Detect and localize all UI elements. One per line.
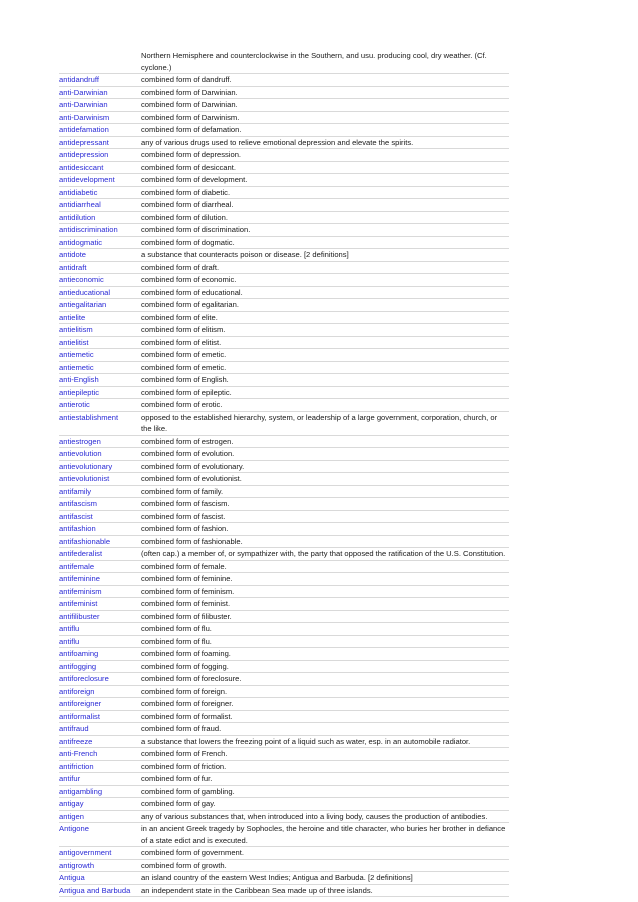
entry-definition: combined form of gay.	[141, 799, 216, 808]
entry-row	[59, 461, 509, 474]
entry-term-link[interactable]: antidefamation	[59, 125, 109, 134]
entry-term-link[interactable]: antievolutionary	[59, 461, 113, 471]
entry-row	[59, 137, 509, 150]
entry-row	[59, 761, 509, 774]
entry-row	[59, 162, 509, 175]
entry-row	[59, 811, 509, 824]
entry-row	[59, 611, 509, 624]
entry-term-link[interactable]: antiestablishment	[59, 412, 119, 422]
entry-definition: combined form of Darwinian.	[141, 87, 238, 97]
entry-term-link[interactable]: antifascist	[59, 511, 93, 521]
entry-definition: combined form of foreign.	[141, 686, 228, 696]
entry-definition: an island country of the eastern West Indies; Antigua and Barbuda. [2 definitions]	[141, 873, 413, 882]
entry-row	[59, 573, 509, 586]
entry-row	[59, 299, 509, 312]
entry-definition: combined form of female.	[141, 561, 227, 571]
entry-row	[59, 586, 509, 599]
entry-term-link[interactable]: Antigua and Barbuda	[59, 885, 131, 895]
entry-term-link[interactable]: antifogging	[59, 661, 97, 671]
entry-row	[59, 174, 509, 187]
entry-definition: combined form of filibuster.	[141, 611, 232, 621]
entry-definition: combined form of Darwinian.	[141, 100, 238, 109]
entry-definition: combined form of elite.	[141, 312, 218, 322]
entry-definition: combined form of egalitarian.	[141, 300, 239, 309]
entry-term-link[interactable]: antiepileptic	[59, 387, 100, 397]
entry-definition: combined form of government.	[141, 848, 244, 857]
entry-row	[59, 623, 509, 636]
entry-definition: combined form of Darwinism.	[141, 112, 240, 122]
entry-term-link[interactable]: antiforeign	[59, 686, 95, 696]
entry-term-link[interactable]: anti-Darwinian	[59, 87, 108, 97]
entry-row	[59, 112, 509, 125]
entry-row	[59, 511, 509, 524]
entry-term-link[interactable]: antigay	[59, 799, 84, 808]
entry-definition: combined form of feminism.	[141, 586, 235, 596]
entry-term-link[interactable]: anti-English	[59, 375, 99, 384]
entry-row	[59, 736, 509, 749]
entry-term-link[interactable]: antidilution	[59, 212, 96, 222]
entry-row	[59, 523, 509, 536]
entry-term-link[interactable]: antifur	[59, 774, 81, 783]
entry-term-link[interactable]: antieconomic	[59, 275, 104, 284]
entry-row	[59, 249, 509, 262]
entry-definition: combined form of evolutionist.	[141, 474, 242, 483]
entry-row	[59, 187, 509, 200]
entry-row	[59, 486, 509, 499]
entry-row	[59, 374, 509, 387]
entry-definition: combined form of development.	[141, 175, 248, 184]
entry-row	[59, 312, 509, 325]
entry-definition: combined form of epileptic.	[141, 387, 232, 397]
entry-term-link[interactable]: antigrowth	[59, 860, 95, 870]
entry-term-link[interactable]: antielitist	[59, 337, 89, 347]
entry-term-link[interactable]: antiestrogen	[59, 436, 101, 446]
entry-term-link[interactable]: antifamily	[59, 486, 92, 496]
entry-definition: combined form of desiccant.	[141, 162, 236, 172]
entry-definition: any of various drugs used to relieve emotional depression and elevate the spirits.	[141, 137, 414, 147]
entry-row	[59, 399, 509, 412]
entry-definition: combined form of emetic.	[141, 350, 227, 359]
entry-row	[59, 748, 509, 761]
entry-definition: combined form of erotic.	[141, 400, 223, 409]
entry-definition: any of various substances that, when introduced into a living body, causes the production of antibodies.	[141, 811, 488, 821]
entry-definition: a substance that counteracts poison or disease. [2 definitions]	[141, 250, 349, 259]
entry-definition: combined form of dogmatic.	[141, 237, 235, 247]
entry-definition: combined form of fogging.	[141, 661, 229, 671]
entry-definition: combined form of formalist.	[141, 711, 233, 721]
entry-term-link[interactable]: antifashion	[59, 524, 96, 533]
entry-row	[59, 711, 509, 724]
entry-row	[59, 387, 509, 400]
entry-definition: combined form of growth.	[141, 860, 227, 870]
entry-term-link[interactable]: antidogmatic	[59, 237, 103, 247]
entry-row	[59, 237, 509, 250]
entry-definition: combined form of fascist.	[141, 511, 226, 521]
entry-definition: combined form of diarrheal.	[141, 200, 234, 209]
entry-definition: combined form of fashion.	[141, 524, 229, 533]
entry-term-link[interactable]: antifilibuster	[59, 611, 100, 621]
entry-definition: combined form of discrimination.	[141, 225, 251, 234]
entry-term-link[interactable]: antifriction	[59, 761, 94, 771]
entry-definition: combined form of dandruff.	[141, 75, 232, 84]
entry-row	[59, 262, 509, 275]
entry-term-link[interactable]: antiflu	[59, 636, 80, 646]
entry-term-link[interactable]: Antigua	[59, 873, 85, 882]
entry-definition: combined form of evolutionary.	[141, 461, 245, 471]
entry-term-link[interactable]: antigovernment	[59, 848, 112, 857]
entry-term-link[interactable]: antidepressant	[59, 137, 109, 147]
entry-definition: Northern Hemisphere and counterclockwise in the Southern, and usu. producing cool, dry weather. (Cf. cyclone.)	[141, 51, 487, 72]
entry-term-link[interactable]: antidevelopment	[59, 175, 115, 184]
entry-definition: combined form of feminist.	[141, 599, 231, 608]
entry-definition: combined form of evolution.	[141, 449, 235, 458]
entry-definition: combined form of friction.	[141, 761, 227, 771]
entry-definition: combined form of foreclosure.	[141, 674, 242, 683]
entry-row	[59, 860, 509, 873]
entry-term-link[interactable]: Antigone	[59, 824, 89, 833]
entry-definition: combined form of economic.	[141, 275, 237, 284]
entry-row	[59, 536, 509, 549]
entry-term-link[interactable]: antiemetic	[59, 362, 94, 372]
entry-definition: combined form of educational.	[141, 287, 243, 297]
entry-term-link[interactable]: antieducational	[59, 287, 111, 297]
entry-definition: combined form of feminine.	[141, 574, 233, 583]
entry-row	[59, 362, 509, 375]
entry-definition: combined form of fur.	[141, 774, 213, 783]
entry-term-link[interactable]: anti-Darwinism	[59, 112, 110, 122]
entry-row	[59, 786, 509, 799]
entry-definition: combined form of flu.	[141, 624, 212, 633]
entry-definition: a substance that lowers the freezing point of a liquid such as water, esp. in an automobile radiator.	[141, 736, 471, 746]
entry-row	[59, 661, 509, 674]
entry-term-link[interactable]: antigen	[59, 811, 84, 821]
entry-term-link[interactable]: antifeminism	[59, 586, 102, 596]
entry-row	[59, 199, 509, 212]
entry-row	[59, 648, 509, 661]
entry-definition: combined form of fascism.	[141, 499, 230, 508]
entry-term-link[interactable]: antifashionable	[59, 536, 111, 546]
entry-row	[59, 337, 509, 350]
entry-row	[59, 324, 509, 337]
entry-row	[59, 636, 509, 649]
entry-definition: an independent state in the Caribbean Sea made up of three islands.	[141, 885, 373, 895]
entry-definition: combined form of gambling.	[141, 786, 235, 796]
entry-term-link[interactable]: antidesiccant	[59, 162, 104, 172]
entry-row	[59, 99, 509, 112]
entry-term-link[interactable]: antiemetic	[59, 350, 94, 359]
entry-row	[59, 548, 509, 561]
entry-term-link[interactable]: antidiscrimination	[59, 225, 118, 234]
entry-term-link[interactable]: antifreeze	[59, 736, 93, 746]
entry-definition: combined form of elitism.	[141, 325, 226, 334]
entry-term-link[interactable]: antidraft	[59, 262, 87, 272]
entry-definition: combined form of defamation.	[141, 125, 242, 134]
entry-term-link[interactable]: antievolution	[59, 449, 102, 458]
entry-row	[59, 686, 509, 699]
entry-row	[59, 885, 509, 898]
entry-definition: combined form of foaming.	[141, 649, 231, 658]
entry-row	[59, 349, 509, 362]
entry-row	[59, 473, 509, 486]
entry-term-link[interactable]: antiflu	[59, 624, 80, 633]
entry-term-link[interactable]: antielite	[59, 312, 86, 322]
entry-definition: combined form of diabetic.	[141, 187, 231, 197]
entry-row	[59, 847, 509, 860]
entry-term-link[interactable]: antiforeigner	[59, 699, 102, 708]
entry-term-link[interactable]: antiforeclosure	[59, 674, 109, 683]
entry-table	[59, 50, 509, 897]
entry-definition: combined form of English.	[141, 375, 229, 384]
entry-row	[59, 598, 509, 611]
entry-definition: opposed to the established hierarchy, system, or leadership of a large government, corporation, church, or the like.	[141, 412, 498, 433]
entry-term-link[interactable]: antidiarrheal	[59, 200, 101, 209]
entry-row	[59, 773, 509, 786]
entry-row	[59, 124, 509, 137]
entry-row	[59, 698, 509, 711]
entry-row	[59, 212, 509, 225]
entry-definition: combined form of dilution.	[141, 212, 228, 222]
entry-row	[59, 673, 509, 686]
entry-term-link[interactable]: antidandruff	[59, 75, 99, 84]
entry-term-link[interactable]: anti-Darwinian	[59, 100, 108, 109]
entry-row	[59, 723, 509, 736]
entry-row	[59, 823, 509, 847]
entry-term-link[interactable]: anti-French	[59, 749, 98, 758]
entry-term-link[interactable]: antidepression	[59, 150, 109, 159]
entry-term-link[interactable]: antigambling	[59, 786, 103, 796]
entry-row	[59, 448, 509, 461]
entry-row	[59, 498, 509, 511]
entry-term-link[interactable]: antiformalist	[59, 711, 100, 721]
entry-row	[59, 798, 509, 811]
entry-term-link[interactable]: antifeminine	[59, 574, 100, 583]
entry-definition: combined form of emetic.	[141, 362, 227, 372]
entry-definition: combined form of elitist.	[141, 337, 222, 347]
entry-definition: combined form of family.	[141, 486, 224, 496]
entry-term-link[interactable]: antidote	[59, 250, 87, 259]
entry-term-link[interactable]: antidiabetic	[59, 187, 98, 197]
entry-term-link[interactable]: antierotic	[59, 400, 90, 409]
entry-term-link[interactable]: antifeminist	[59, 599, 98, 608]
entry-term-link[interactable]: antifascism	[59, 499, 97, 508]
entry-row	[59, 412, 509, 436]
entry-definition: combined form of estrogen.	[141, 436, 234, 446]
entry-row	[59, 436, 509, 449]
entry-definition: combined form of foreigner.	[141, 699, 234, 708]
entry-term-link[interactable]: antifoaming	[59, 649, 99, 658]
entry-row	[59, 149, 509, 162]
entry-row	[59, 224, 509, 237]
entry-definition: combined form of fashionable.	[141, 536, 243, 546]
entry-row	[59, 87, 509, 100]
entry-row	[59, 74, 509, 87]
entry-term-link[interactable]: antievolutionist	[59, 474, 110, 483]
entry-term-link[interactable]: antielitism	[59, 325, 93, 334]
entry-definition: combined form of depression.	[141, 150, 242, 159]
entry-definition: combined form of flu.	[141, 636, 212, 646]
entry-definition: combined form of draft.	[141, 262, 220, 272]
entry-definition: combined form of fraud.	[141, 724, 222, 733]
entry-term-link[interactable]: antifederalist	[59, 549, 103, 558]
entry-row	[59, 561, 509, 574]
entry-row	[59, 50, 509, 74]
entry-row	[59, 287, 509, 300]
entry-definition: in an ancient Greek tragedy by Sophocles, the heroine and title character, who buries her brother in defiance of a state edict and is executed.	[141, 824, 506, 845]
entry-definition: combined form of French.	[141, 749, 228, 758]
entry-term-link[interactable]: antiegalitarian	[59, 300, 107, 309]
entry-term-link[interactable]: antifemale	[59, 561, 95, 571]
entry-definition: (often cap.) a member of, or sympathizer with, the party that opposed the ratification of the U.S. Constitution.	[141, 549, 506, 558]
entry-term-link[interactable]: antifraud	[59, 724, 89, 733]
entry-row	[59, 274, 509, 287]
entry-row	[59, 872, 509, 885]
